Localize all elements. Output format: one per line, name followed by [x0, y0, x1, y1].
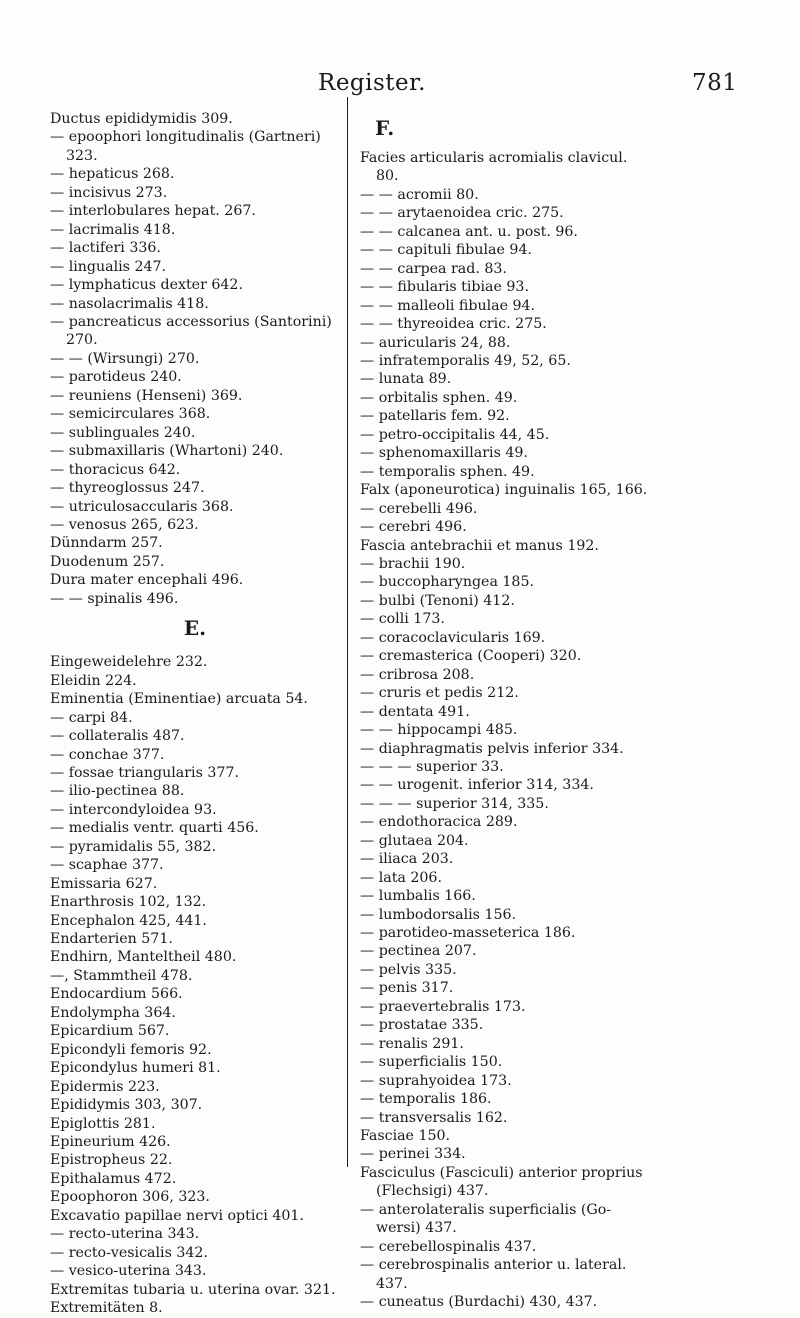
index-entry: — parotideo-masseterica 186.	[360, 925, 576, 942]
index-entry: — endothoracica 289.	[360, 814, 518, 831]
index-entry: — vesico-uterina 343.	[50, 1263, 207, 1280]
index-entry: — nasolacrimalis 418.	[50, 295, 209, 312]
index-entry: — — — superior 33.	[360, 758, 504, 775]
index-entry: — cerebelli 496.	[360, 500, 478, 517]
index-entry: — pelvis 335.	[360, 961, 457, 978]
index-entry: — colli 173.	[360, 611, 445, 628]
index-column-left	[50, 110, 340, 1318]
index-entry: — lingualis 247.	[50, 258, 167, 275]
index-entry: — thoracicus 642.	[50, 461, 181, 478]
index-entry: Epineurium 426.	[50, 1134, 171, 1151]
index-entry: — superficialis 150.	[360, 1054, 503, 1071]
section-heading: F.	[375, 116, 395, 140]
index-entry: Extremitäten 8.	[50, 1300, 163, 1317]
index-entry: — temporalis sphen. 49.	[360, 463, 535, 480]
index-entry: — diaphragmatis pelvis inferior 334.	[360, 740, 624, 757]
index-entry: — reuniens (Henseni) 369.	[50, 387, 243, 404]
page-title: Register.	[318, 70, 426, 96]
index-entry-continuation: (Flechsigi) 437.	[376, 1183, 489, 1200]
index-entry: — suprahyoidea 173.	[360, 1072, 512, 1089]
index-entry: — — calcanea ant. u. post. 96.	[360, 223, 578, 240]
index-entry: — pancreaticus accessorius (Santorini)	[50, 313, 332, 330]
index-entry: — submaxillaris (Whartoni) 240.	[50, 443, 284, 460]
index-entry: — — malleoli fibulae 94.	[360, 297, 536, 314]
index-entry: — transversalis 162.	[360, 1109, 508, 1126]
index-entry: — lacrimalis 418.	[50, 221, 176, 238]
index-entry: — parotideus 240.	[50, 369, 182, 386]
index-entry-continuation: 270.	[66, 332, 98, 349]
page-header	[0, 70, 800, 100]
index-entry: — — hippocampi 485.	[360, 722, 518, 739]
index-entry: — buccopharyngea 185.	[360, 574, 534, 591]
index-entry: — lunata 89.	[360, 371, 452, 388]
index-entry: — lata 206.	[360, 869, 442, 886]
index-entry: — sublinguales 240.	[50, 424, 196, 441]
index-entry: Epistropheus 22.	[50, 1152, 173, 1169]
index-entry: Falx (aponeurotica) inguinalis 165, 166.	[360, 482, 648, 499]
index-entry: Epiglottis 281.	[50, 1115, 156, 1132]
index-entry: Dünndarm 257.	[50, 535, 163, 552]
index-entry: Epicardium 567.	[50, 1023, 170, 1040]
index-entry: Ductus epididymidis 309.	[50, 111, 233, 127]
index-entry: — sphenomaxillaris 49.	[360, 445, 528, 462]
index-entry: — medialis ventr. quarti 456.	[50, 820, 259, 837]
index-entry: — thyreoglossus 247.	[50, 480, 205, 497]
index-entry: — cerebellospinalis 437.	[360, 1238, 537, 1255]
index-entry: — lumbodorsalis 156.	[360, 906, 517, 923]
index-entry: Epididymis 303, 307.	[50, 1097, 203, 1114]
index-entry: — interlobulares hepat. 267.	[50, 203, 256, 220]
index-entry: Eminentia (Eminentiae) arcuata 54.	[50, 691, 308, 708]
index-entry: — incisivus 273.	[50, 184, 168, 201]
index-entry: — carpi 84.	[50, 709, 133, 726]
index-entry: — — carpea rad. 83.	[360, 260, 507, 277]
index-entry: — pyramidalis 55, 382.	[50, 838, 217, 855]
index-entry: Epicondyli femoris 92.	[50, 1041, 212, 1058]
index-entry: — iliaca 203.	[360, 851, 454, 868]
index-entry: — cuneatus (Burdachi) 430, 437.	[360, 1294, 598, 1311]
index-entry: — conchae 377.	[50, 746, 165, 763]
index-entry: — scaphae 377.	[50, 857, 164, 874]
index-entry: — lactiferi 336.	[50, 240, 161, 257]
index-entry: — — arytaenoidea cric. 275.	[360, 205, 564, 222]
index-entry: Duodenum 257.	[50, 553, 165, 570]
index-entry: — fossae triangularis 377.	[50, 764, 239, 781]
index-entry: Epidermis 223.	[50, 1078, 160, 1095]
index-entry: — auricularis 24, 88.	[360, 334, 511, 351]
index-entry: — cerebrospinalis anterior u. lateral.	[360, 1257, 627, 1274]
index-entry: — — acromii 80.	[360, 186, 479, 203]
index-entry: — pectinea 207.	[360, 943, 477, 960]
index-entry: — prostatae 335.	[360, 1017, 484, 1034]
index-entry: — praevertebralis 173.	[360, 998, 526, 1015]
index-entry: — collateralis 487.	[50, 728, 185, 745]
index-entry-continuation: 80.	[376, 168, 399, 185]
index-entry: — recto-vesicalis 342.	[50, 1244, 208, 1261]
index-entry: — intercondyloidea 93.	[50, 801, 217, 818]
index-entry: — penis 317.	[360, 980, 454, 997]
index-entry: — temporalis 186.	[360, 1091, 492, 1108]
index-entry: — utriculosaccularis 368.	[50, 498, 234, 515]
index-entry: — orbitalis sphen. 49.	[360, 389, 518, 406]
index-entry: Fasciculus (Fasciculi) anterior proprius	[360, 1164, 643, 1181]
index-entry: Emissaria 627.	[50, 875, 158, 892]
index-entry: — perinei 334.	[360, 1146, 466, 1163]
index-entry: Endolympha 364.	[50, 1004, 176, 1021]
index-entry: — bulbi (Tenoni) 412.	[360, 592, 515, 609]
index-entry: — cruris et pedis 212.	[360, 685, 519, 702]
index-entry: Fascia antebrachii et manus 192.	[360, 537, 599, 554]
index-entry: — hepaticus 268.	[50, 166, 175, 183]
index-entry: — — urogenit. inferior 314, 334.	[360, 777, 594, 794]
index-entry-continuation: 437.	[376, 1275, 408, 1292]
index-entry: — brachii 190.	[360, 555, 466, 572]
index-entry: Enarthrosis 102, 132.	[50, 894, 207, 911]
index-entry: — dentata 491.	[360, 703, 470, 720]
index-entry: —, Stammtheil 478.	[50, 967, 193, 984]
index-entry: Extremitas tubaria u. uterina ovar. 321.	[50, 1281, 336, 1298]
index-entry: — recto-uterina 343.	[50, 1226, 200, 1243]
index-entry: Epoophoron 306, 323.	[50, 1189, 210, 1206]
index-entry: — lumbalis 166.	[360, 888, 476, 905]
index-entry: Endocardium 566.	[50, 986, 183, 1003]
index-entry: Eleidin 224.	[50, 672, 137, 689]
index-entry: — renalis 291.	[360, 1035, 464, 1052]
index-entry: — cribrosa 208.	[360, 666, 475, 683]
section-heading: E.	[183, 616, 207, 641]
index-entry: — anterolateralis superficialis (Go-	[360, 1201, 612, 1218]
index-entry: — infratemporalis 49, 52, 65.	[360, 352, 571, 369]
index-entry: — — (Wirsungi) 270.	[50, 350, 200, 367]
index-entry: — — spinalis 496.	[50, 590, 179, 607]
index-entry-continuation: wersi) 437.	[376, 1220, 457, 1237]
index-entry: Encephalon 425, 441.	[50, 912, 207, 929]
column-divider	[347, 97, 348, 1167]
index-entry-continuation: 323.	[66, 147, 98, 164]
index-entry: — lymphaticus dexter 642.	[50, 277, 243, 294]
index-entry: — cerebri 496.	[360, 519, 467, 536]
index-entry: — cremasterica (Cooperi) 320.	[360, 648, 582, 665]
index-entry: Eingeweidelehre 232.	[50, 654, 208, 671]
index-entry: — — fibularis tibiae 93.	[360, 279, 529, 296]
index-entry: Endarterien 571.	[50, 931, 173, 948]
index-entry: — — — superior 314, 335.	[360, 795, 549, 812]
index-entry: — patellaris fem. 92.	[360, 408, 510, 425]
index-entry: Facies articularis acromialis clavicul.	[360, 150, 628, 166]
index-entry: Epithalamus 472.	[50, 1170, 177, 1187]
index-entry: — — thyreoidea cric. 275.	[360, 316, 547, 333]
index-entry: — ilio-pectinea 88.	[50, 783, 185, 800]
index-entry: — venosus 265, 623.	[50, 516, 199, 533]
index-entry: Dura mater encephali 496.	[50, 572, 244, 589]
index-entry: Fasciae 150.	[360, 1128, 451, 1145]
index-entry: — glutaea 204.	[360, 832, 469, 849]
index-entry: — epoophori longitudinalis (Gartneri)	[50, 129, 321, 146]
index-entry: — semicirculares 368.	[50, 406, 211, 423]
index-entry: Endhirn, Manteltheil 480.	[50, 949, 237, 966]
index-entry: Epicondylus humeri 81.	[50, 1060, 221, 1077]
index-column-right	[360, 110, 760, 1312]
index-entry: — coracoclavicularis 169.	[360, 629, 546, 646]
index-entry: — — capituli fibulae 94.	[360, 242, 532, 259]
index-entry: — petro-occipitalis 44, 45.	[360, 426, 550, 443]
index-entry: Excavatio papillae nervi optici 401.	[50, 1207, 304, 1224]
page-number: 781	[692, 70, 738, 96]
